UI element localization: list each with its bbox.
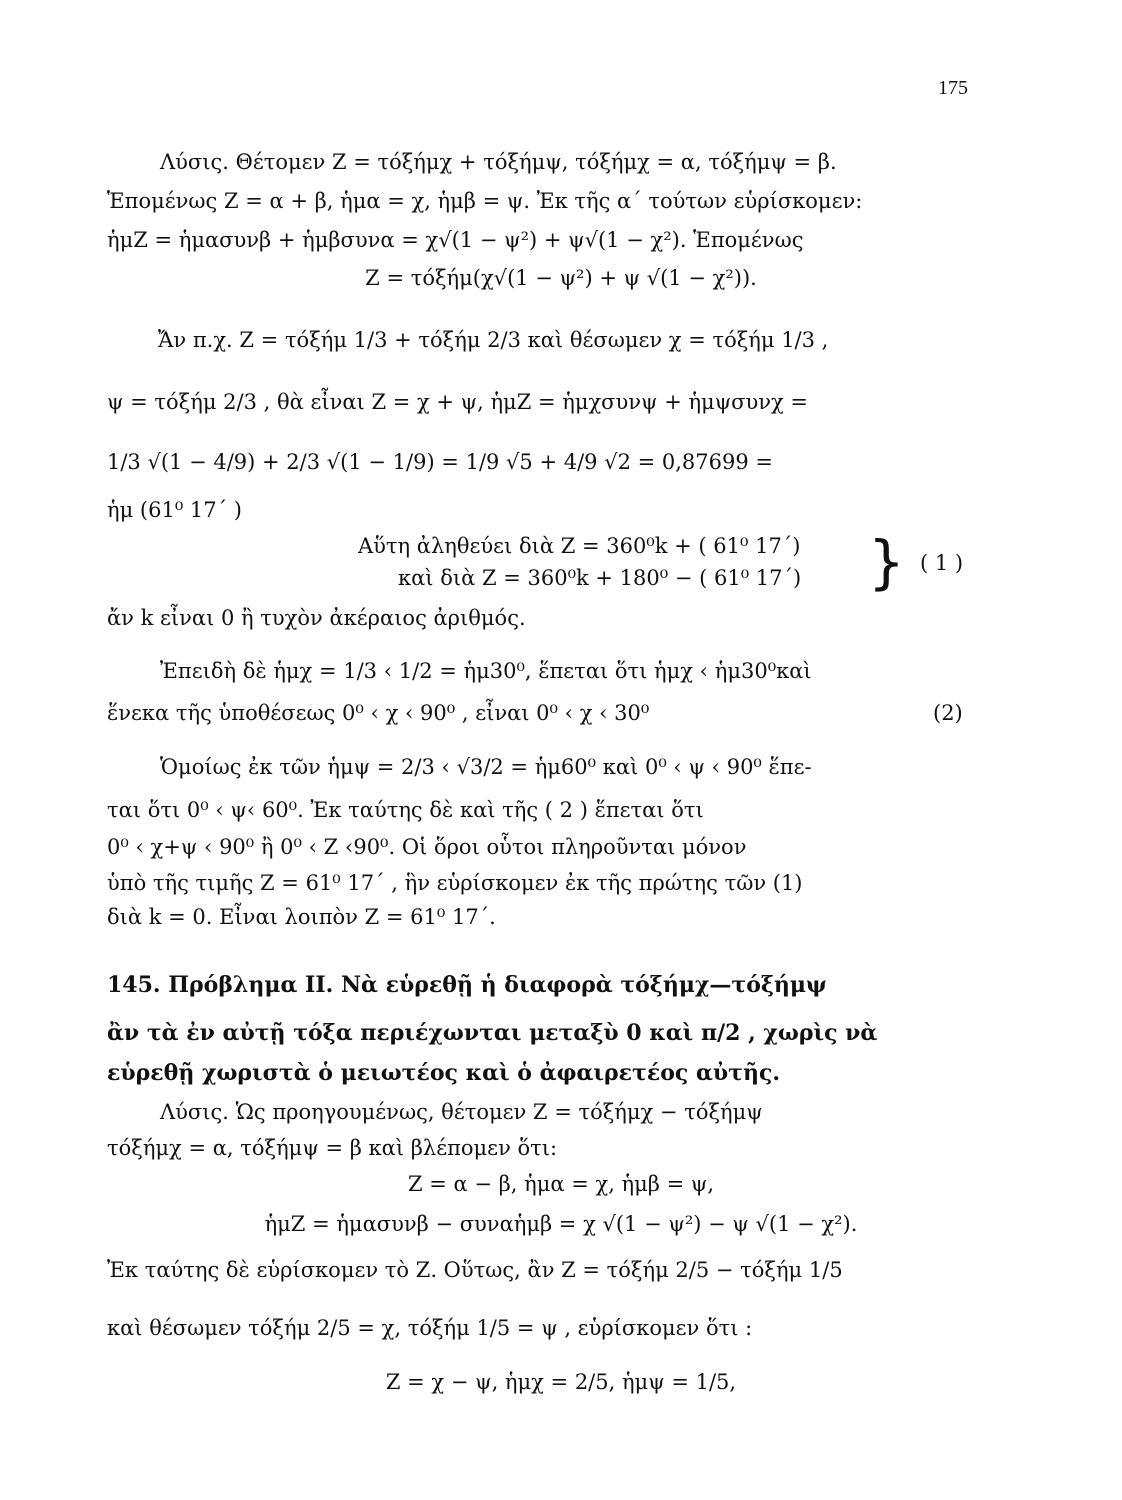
- text-line: τόξήμχ = α, τόξήμψ = β καὶ βλέπομεν ὅτι:: [107, 1136, 558, 1160]
- formula-line: ἡμΖ = ἡμασυνβ − συναἡμβ = χ √(1 − ψ²) − ψ √(1 − χ²).: [264, 1212, 858, 1236]
- formula-line: Ζ = χ − ψ, ἡμχ = 2/5, ἡμψ = 1/5,: [385, 1370, 737, 1394]
- text-line: ἄν k εἶναι 0 ἢ τυχὸν ἀκέραιος ἀριθμός.: [107, 606, 526, 630]
- text-line: ψ = τόξήμ 2/3 , θὰ εἶναι Ζ = χ + ψ, ἡμΖ = ἡμχσυνψ + ἡμψσυνχ =: [107, 390, 809, 414]
- text-line: ἡμΖ = ἡμασυνβ + ἡμβσυνα = χ√(1 − ψ²) + ψ√(1 − χ²). Ἑπομένως: [107, 228, 804, 252]
- text-line: Ἐπειδὴ δὲ ἡμχ = 1/3 ‹ 1/2 = ἡμ30⁰, ἕπεται ὅτι ἡμχ ‹ ἡμ30⁰καὶ: [160, 659, 812, 683]
- problem-heading: εὑρεθῇ χωριστὰ ὁ μειωτέος καὶ ὁ ἀφαιρετέος αὐτῆς.: [107, 1060, 781, 1086]
- text-line: Λύσις. Ὡς προηγουμένως, θέτομεν Ζ = τόξήμχ − τόξήμψ: [160, 1100, 763, 1124]
- text-line: διὰ k = 0. Εἶναι λοιπὸν Ζ = 61⁰ 17΄.: [107, 905, 496, 929]
- text-line: Αὕτη ἀληθεύει διὰ Ζ = 360⁰k + ( 61⁰ 17΄): [358, 534, 801, 558]
- text-line: 0⁰ ‹ χ+ψ ‹ 90⁰ ἢ 0⁰ ‹ Ζ ‹90⁰. Οἱ ὅροι οὗτοι πληροῦνται μόνον: [107, 835, 747, 859]
- problem-heading: 145. Πρόβλημα ΙΙ. Νὰ εὑρεθῇ ἡ διαφορὰ τόξήμχ—τόξήμψ: [107, 972, 827, 998]
- text-line: ἡμ (61⁰ 17΄ ): [107, 498, 243, 522]
- text-line: Ἐκ ταύτης δὲ εὑρίσκομεν τὸ Ζ. Οὕτως, ἂν Ζ = τόξήμ 2/5 − τόξήμ 1/5: [107, 1258, 843, 1282]
- text-line: Ἄν π.χ. Ζ = τόξήμ 1/3 + τόξήμ 2/3 καὶ θέσωμεν χ = τόξήμ 1/3 ,: [158, 328, 829, 352]
- text-line: καὶ θέσωμεν τόξήμ 2/5 = χ, τόξήμ 1/5 = ψ , εὑρίσκομεν ὅτι :: [107, 1316, 753, 1340]
- formula-line: Ζ = α − β, ἡμα = χ, ἡμβ = ψ,: [407, 1172, 715, 1196]
- problem-heading: ἂν τὰ ἐν αὐτῇ τόξα περιέχωνται μεταξὺ 0 καὶ π/2 , χωρὶς νὰ: [107, 1020, 878, 1046]
- text-line: καὶ διὰ Ζ = 360⁰k + 180⁰ − ( 61⁰ 17΄): [398, 566, 802, 590]
- equation-number: ( 1 ): [920, 551, 964, 575]
- text-line: ὑπὸ τῆς τιμῆς Ζ = 61⁰ 17΄ , ἣν εὑρίσκομεν ἐκ τῆς πρώτης τῶν (1): [107, 871, 803, 895]
- text-line: Ἑπομένως Ζ = α + β, ἡμα = χ, ἡμβ = ψ. Ἐκ τῆς α΄ τούτων εὑρίσκομεν:: [107, 189, 863, 213]
- equation-number: (2): [933, 701, 963, 725]
- text-line: Λύσις. Θέτομεν Ζ = τόξήμχ + τόξήμψ, τόξήμχ = α, τόξήμψ = β.: [160, 150, 837, 174]
- formula-line: Ζ = τόξήμ(χ√(1 − ψ²) + ψ √(1 − χ²)).: [365, 266, 757, 290]
- text-line: ἕνεκα τῆς ὑποθέσεως 0⁰ ‹ χ ‹ 90⁰ , εἶναι 0⁰ ‹ χ ‹ 30⁰: [107, 701, 650, 725]
- brace: }: [868, 528, 905, 596]
- text-line: ται ὅτι 0⁰ ‹ ψ‹ 60⁰. Ἐκ ταύτης δὲ καὶ τῆς ( 2 ) ἕπεται ὅτι: [107, 798, 704, 822]
- formula-line: 1/3 √(1 − 4/9) + 2/3 √(1 − 1/9) = 1/9 √5 + 4/9 √2 = 0,87699 =: [107, 450, 774, 474]
- page-number: 175: [938, 77, 968, 99]
- text-line: Ὁμοίως ἐκ τῶν ἡμψ = 2/3 ‹ √3/2 = ἡμ60⁰ καὶ 0⁰ ‹ ψ ‹ 90⁰ ἕπε-: [160, 755, 812, 779]
